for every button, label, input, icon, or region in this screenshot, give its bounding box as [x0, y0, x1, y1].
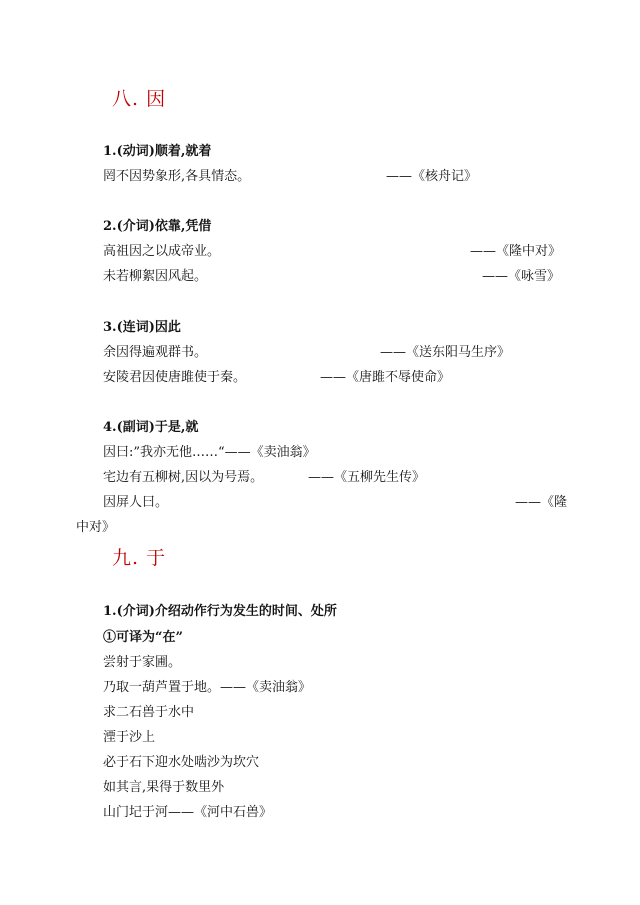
example-text: 安陵君因使唐雎使于秦。	[103, 370, 247, 385]
example-source-wrap: 中对》	[76, 520, 116, 535]
example-text: 宅边有五柳树,因以为号焉。	[103, 470, 264, 485]
example-text: 未若柳絮因风起。	[103, 269, 208, 284]
example-text: 高祖因之以成帝业。	[103, 244, 221, 259]
example-source: ——《隆中对》	[470, 244, 562, 259]
section-title-yin: 八. 因	[112, 88, 167, 110]
subheading-yin-3: 3.(连词)因此	[103, 320, 181, 335]
example-line: 湮于沙上	[103, 730, 156, 745]
example-source: ——《隆	[515, 495, 568, 510]
subheading-yu-1: 1.(介词)介绍动作行为发生的时间、处所	[103, 604, 337, 619]
example-line: 求二石兽于水中	[103, 705, 195, 720]
example-line: 乃取一葫芦置于地。——《卖油翁》	[103, 680, 312, 695]
example-source: ——《送东阳马生序》	[380, 345, 511, 360]
subheading-yin-1: 1.(动词)顺着,就着	[103, 144, 212, 159]
example-source: ——《唐雎不辱使命》	[320, 370, 451, 385]
example-text: 余因得遍观群书。	[103, 345, 208, 360]
example-line: 山门圮于河——《河中石兽》	[103, 805, 273, 820]
subheading-yin-4: 4.(副词)于是,就	[103, 420, 199, 435]
example-line: 尝射于家圃。	[103, 655, 182, 670]
example-text: 罔不因势象形,各具情态。	[103, 169, 251, 184]
example-line: 如其言,果得于数里外	[103, 780, 225, 795]
example-text: 因屏人曰。	[103, 495, 169, 510]
example-source: ——《核舟记》	[386, 169, 478, 184]
example-source: ——《五柳先生传》	[308, 470, 426, 485]
subheading-yu-1-a: ①可译为“在”	[103, 630, 183, 645]
example-line: 必于石下迎水处啮沙为坎穴	[103, 755, 260, 770]
example-text: 因曰:”我亦无他……“——《卖油翁》	[103, 445, 316, 460]
section-title-yu: 九. 于	[112, 547, 167, 569]
subheading-yin-2: 2.(介词)依靠,凭借	[103, 219, 212, 234]
example-source: ——《咏雪》	[482, 269, 561, 284]
